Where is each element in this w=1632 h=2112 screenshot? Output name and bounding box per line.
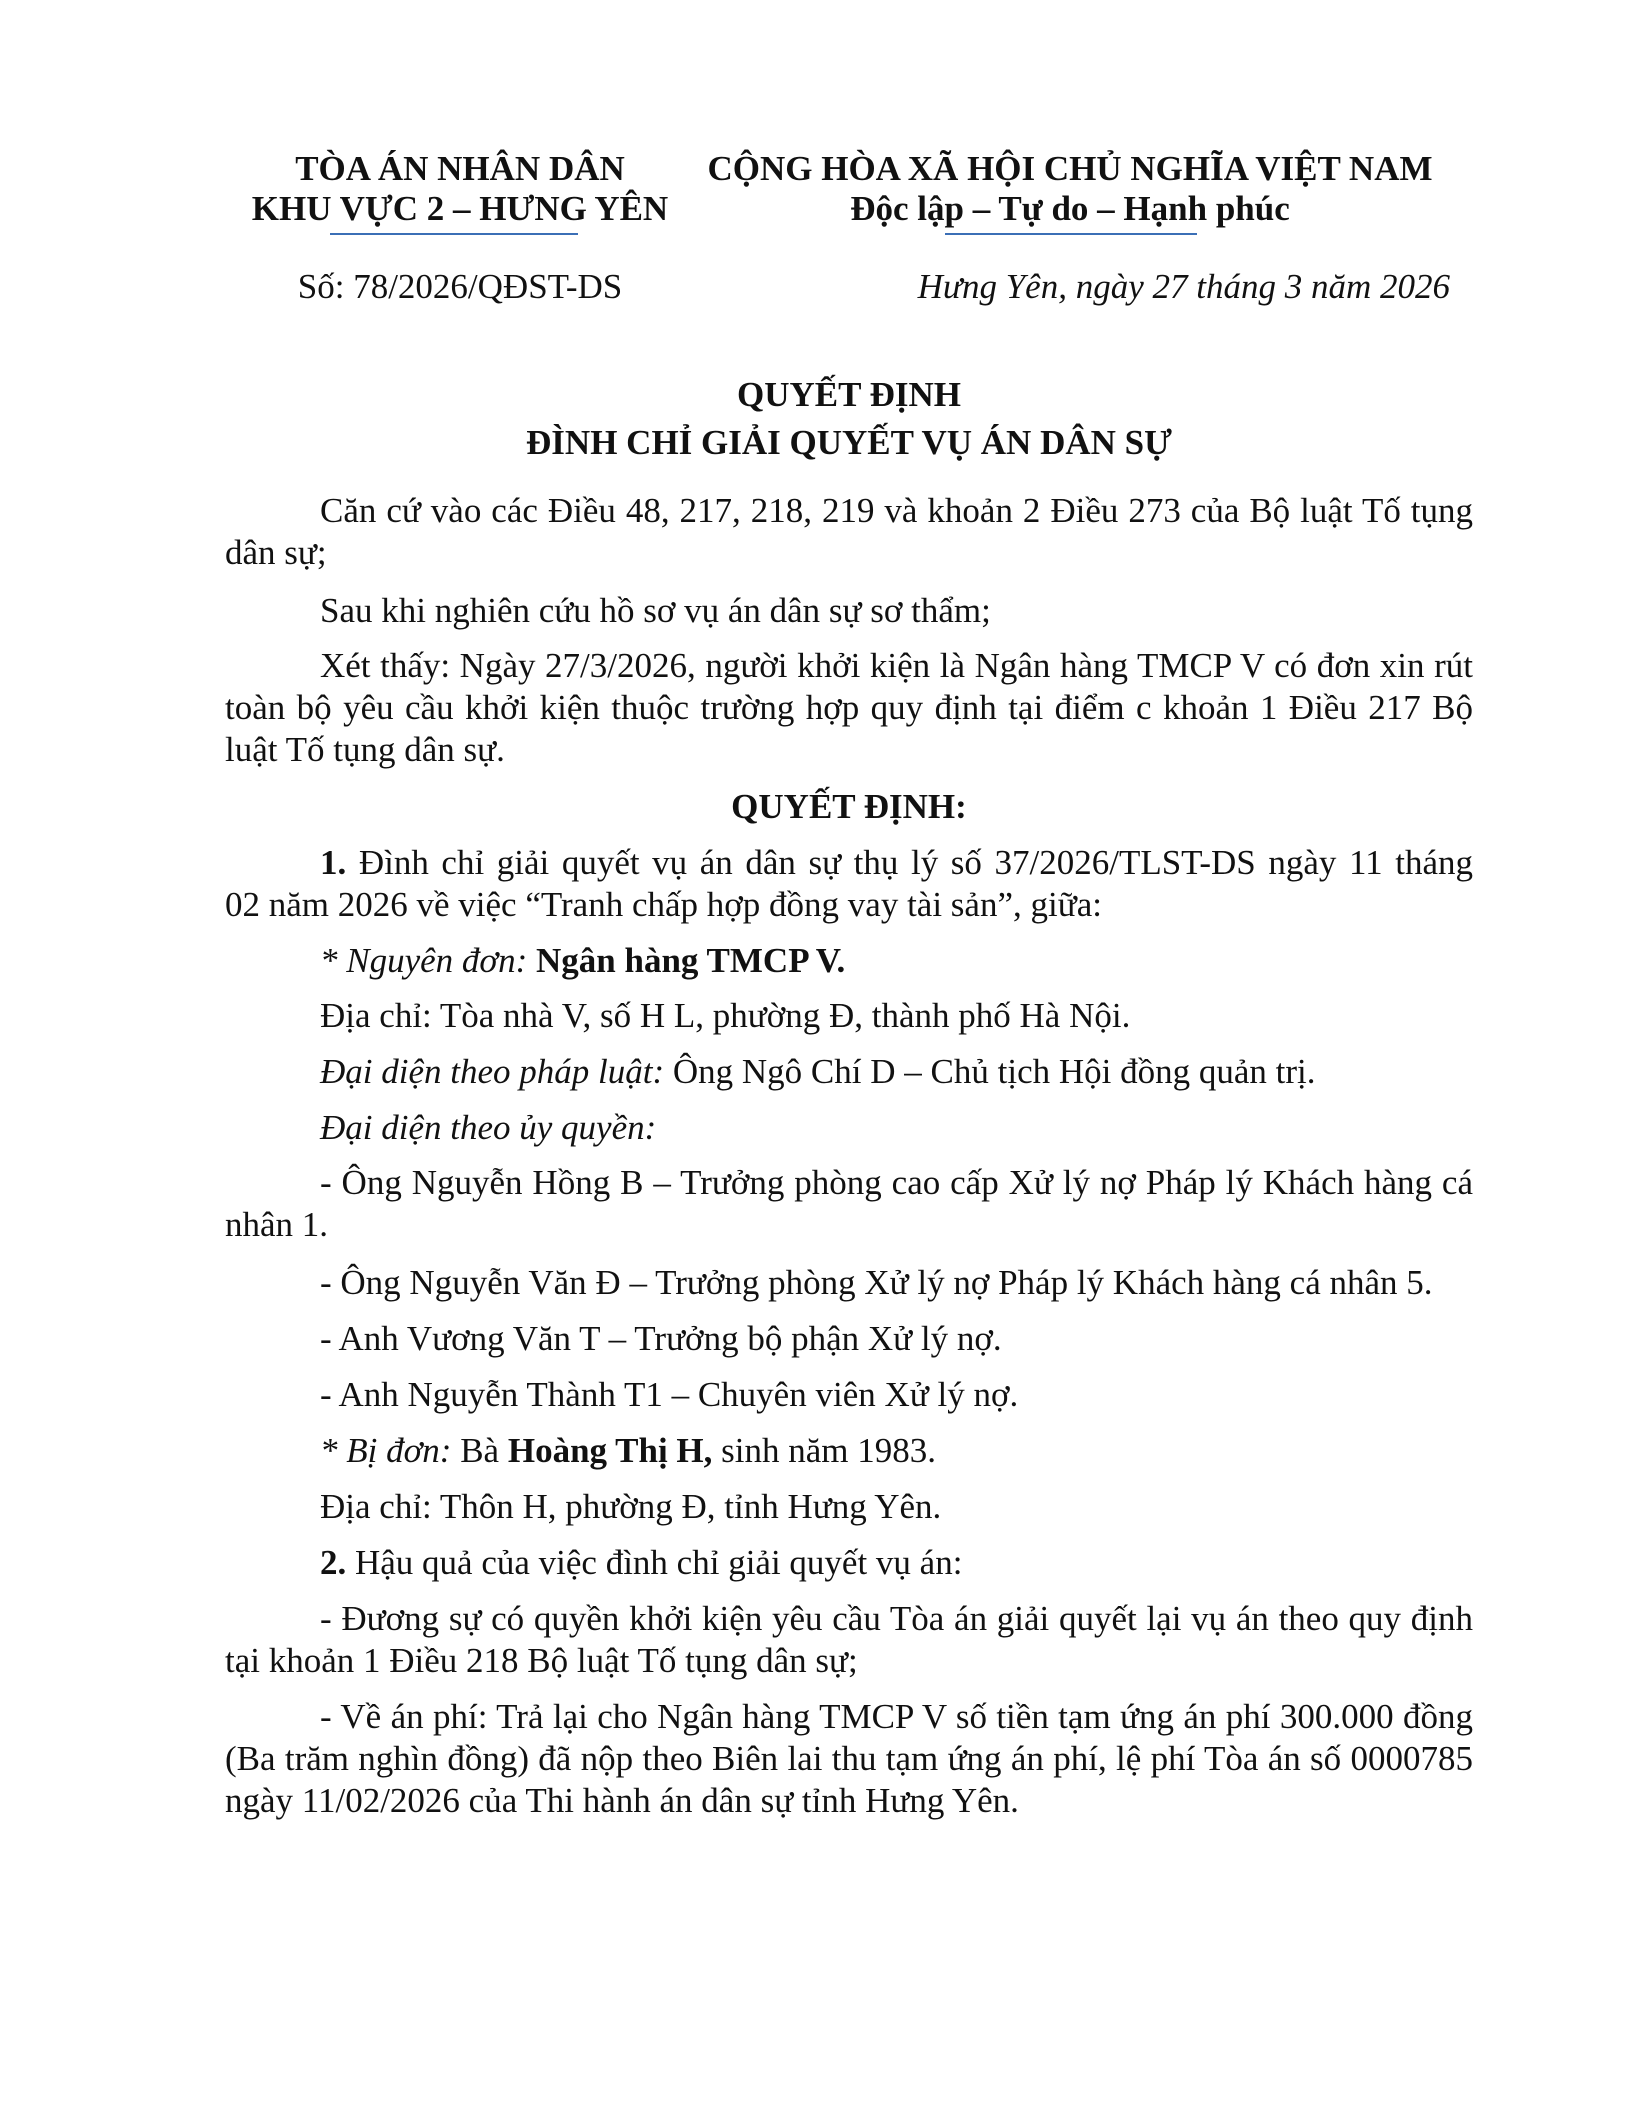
authorized-rep-1: - Ông Nguyễn Hồng B – Trưởng phòng cao cấp Xử lý nợ Pháp lý Khách hàng cá (320, 1163, 1473, 1202)
authorized-rep-1-cont: nhân 1. (225, 1205, 329, 1244)
court-underline (330, 233, 578, 235)
plaintiff-name: Ngân hàng TMCP V. (536, 941, 846, 980)
motto-underline (945, 233, 1197, 235)
item-1-text: Đình chỉ giải quyết vụ án dân sự thụ lý số 37/2026/TLST-DS ngày 11 tháng (358, 843, 1473, 882)
legal-rep-label: Đại diện theo pháp luật: (320, 1052, 665, 1091)
legal-rep-value: Ông Ngô Chí D – Chủ tịch Hội đồng quản trị. (672, 1052, 1316, 1091)
consequence-2: - Về án phí: Trả lại cho Ngân hàng TMCP V số tiền tạm ứng án phí 300.000 đồng (320, 1697, 1473, 1736)
court-line-2: KHU VỰC 2 – HƯNG YÊN (251, 189, 669, 228)
nation-line-2: Độc lập – Tự do – Hạnh phúc (850, 189, 1290, 228)
doc-subtitle: ĐÌNH CHỈ GIẢI QUYẾT VỤ ÁN DÂN SỰ (526, 423, 1172, 462)
legal-representative (320, 1051, 1473, 1093)
decision-item-2 (320, 1542, 1473, 1584)
doc-number: Số: 78/2026/QĐST-DS (297, 267, 623, 306)
defendant-prefix: Bà (460, 1431, 500, 1470)
review-paragraph: Sau khi nghiên cứu hồ sơ vụ án dân sự sơ thẩm; (320, 591, 991, 630)
finding-paragraph-cont: toàn bộ yêu cầu khởi kiện thuộc trường hợp quy định tại điểm c khoản 1 Điều 217 Bộ (225, 688, 1473, 727)
authorized-rep-3: - Anh Vương Văn T – Trưởng bộ phận Xử lý nợ. (320, 1319, 1002, 1358)
plaintiff-address: Địa chỉ: Tòa nhà V, số H L, phường Đ, thành phố Hà Nội. (320, 996, 1131, 1035)
plaintiff-line (320, 940, 1473, 982)
defendant-suffix: sinh năm 1983. (721, 1431, 937, 1470)
consequence-2-cont: (Ba trăm nghìn đồng) đã nộp theo Biên lai thu tạm ứng án phí, lệ phí Tòa án số 0000785 (225, 1739, 1473, 1778)
defendant-label: * Bị đơn: (320, 1431, 452, 1470)
consequence-1: - Đương sự có quyền khởi kiện yêu cầu Tòa án giải quyết lại vụ án theo quy định (320, 1599, 1473, 1638)
item-2-text: Hậu quả của việc đình chỉ giải quyết vụ án: (355, 1543, 963, 1582)
court-name (225, 149, 695, 229)
authorized-rep-4: - Anh Nguyễn Thành T1 – Chuyên viên Xử lý nợ. (320, 1375, 1019, 1414)
decision-item-1 (320, 842, 1473, 884)
defendant-line (320, 1430, 1473, 1472)
consequence-1-cont: tại khoản 1 Điều 218 Bộ luật Tố tụng dân sự; (225, 1641, 858, 1680)
national-motto (690, 149, 1450, 229)
consequence-2-end: ngày 11/02/2026 của Thi hành án dân sự tỉnh Hưng Yên. (225, 1781, 1019, 1820)
defendant-name: Hoàng Thị H, (507, 1431, 713, 1470)
finding-paragraph-end: luật Tố tụng dân sự. (225, 730, 505, 769)
doc-title: QUYẾT ĐỊNH (737, 375, 961, 414)
basis-paragraph: Căn cứ vào các Điều 48, 217, 218, 219 và khoản 2 Điều 273 của Bộ luật Tố tụng (320, 491, 1473, 530)
defendant-address: Địa chỉ: Thôn H, phường Đ, tỉnh Hưng Yên. (320, 1487, 942, 1526)
authorized-rep-2: - Ông Nguyễn Văn Đ – Trưởng phòng Xử lý nợ Pháp lý Khách hàng cá nhân 5. (320, 1263, 1433, 1302)
plaintiff-label: * Nguyên đơn: (320, 941, 528, 980)
item-1-number: 1. (320, 843, 347, 882)
authorized-rep-label: Đại diện theo ủy quyền: (320, 1108, 657, 1147)
place-date: Hưng Yên, ngày 27 tháng 3 năm 2026 (917, 267, 1450, 306)
decision-heading: QUYẾT ĐỊNH: (731, 787, 967, 826)
decision-item-1-cont: 02 năm 2026 về việc “Tranh chấp hợp đồng vay tài sản”, giữa: (225, 885, 1102, 924)
nation-line-1: CỘNG HÒA XÃ HỘI CHỦ NGHĨA VIỆT NAM (707, 149, 1433, 188)
basis-paragraph-cont: dân sự; (225, 533, 327, 572)
item-2-number: 2. (320, 1543, 347, 1582)
finding-paragraph: Xét thấy: Ngày 27/3/2026, người khởi kiện là Ngân hàng TMCP V có đơn xin rút (320, 646, 1473, 685)
court-line-1: TÒA ÁN NHÂN DÂN (295, 149, 625, 188)
